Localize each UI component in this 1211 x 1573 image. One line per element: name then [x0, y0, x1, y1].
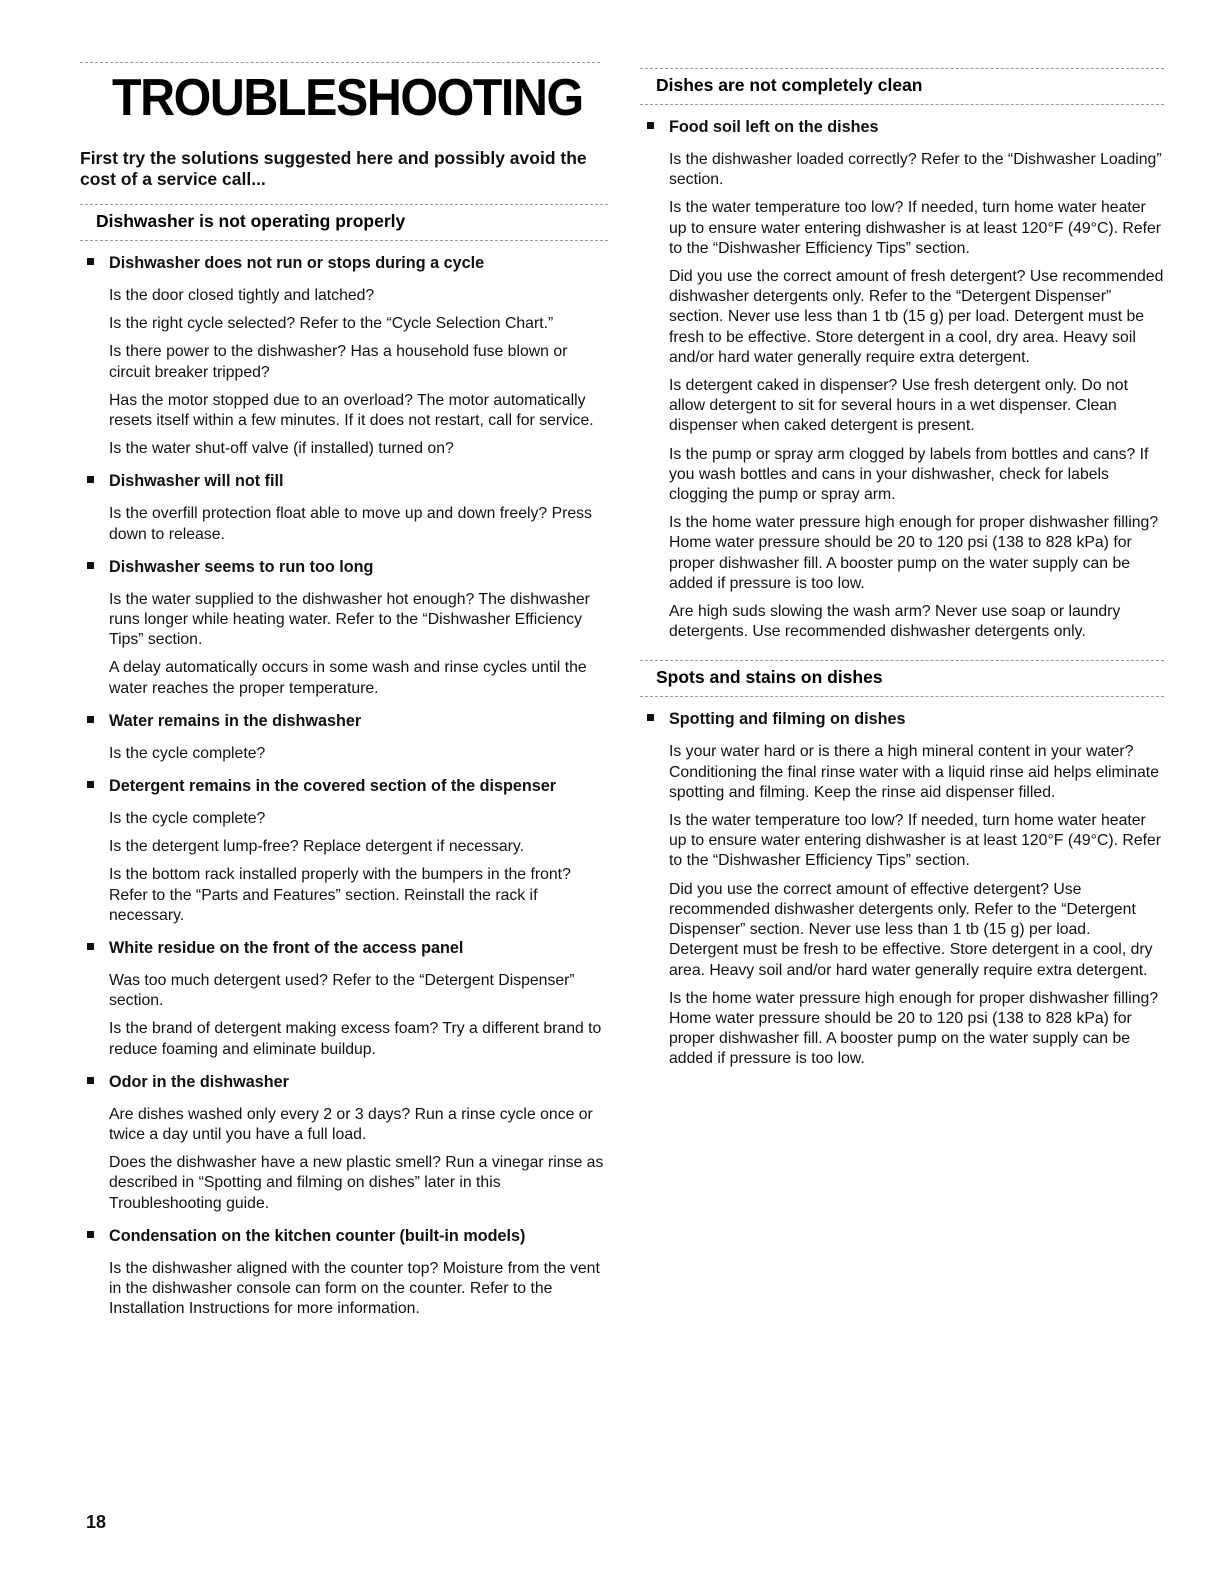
right-column [640, 68, 1164, 1070]
problem-title: Condensation on the kitchen counter (built-in models) [109, 1226, 526, 1245]
solution-text: Is the water shut-off valve (if installed) turned on? [109, 440, 454, 458]
problem-item [80, 471, 608, 544]
section-header [640, 68, 1164, 105]
problem-item [640, 709, 1164, 1069]
bullet-icon [87, 476, 94, 483]
solution-text: A delay automatically occurs in some wash and rinse cycles until the water reaches the proper temperature. [109, 659, 587, 697]
problem-title: Water remains in the dishwasher [109, 711, 362, 730]
solution-text: Is the door closed tightly and latched? [109, 287, 375, 304]
page-title: TROUBLESHOOTING [112, 69, 583, 127]
solution-text: Is the right cycle selected? Refer to the “Cycle Selection Chart.” [109, 315, 554, 333]
solution-text: Was too much detergent used? Refer to the “Detergent Dispenser” section. [109, 972, 575, 1010]
problem-item [80, 711, 608, 764]
solution-text: Is the water supplied to the dishwasher hot enough? The dishwasher runs longer while heating water. Refer to the “Dishwasher Efficiency Tips” section. [109, 590, 590, 649]
solution-text: Is the brand of detergent making excess foam? Try a different brand to reduce foaming and eliminate buildup. [109, 1020, 602, 1058]
bullet-icon [87, 1077, 94, 1084]
solution-text: Is the bottom rack installed properly with the bumpers in the front? Refer to the “Parts and Features” section. Reinstall the rack if necessary. [109, 866, 571, 924]
section-block [640, 68, 1164, 642]
solution-text: Is the water temperature too low? If needed, turn home water heater up to ensure water entering dishwasher is at least 120°F (49°C). Refer to the “Dishwasher Efficiency Tips” section. [669, 812, 1162, 870]
problem-item [80, 776, 608, 926]
problem-list [80, 253, 608, 1320]
solution-text: Is the water temperature too low? If needed, turn home water heater up to ensure water entering dishwasher is at least 120°F (49°C). Refer to the “Dishwasher Efficiency Tips” section. [669, 199, 1162, 257]
solution-text: Is the cycle complete? [109, 744, 266, 762]
problem-item [80, 1072, 608, 1214]
bullet-icon [87, 716, 94, 723]
solution-text: Is your water hard or is there a high mineral content in your water? Conditioning the final rinse water with a liquid rinse aid helps eliminate spotting and filming. Keep the rinse aid dispenser filled. [669, 743, 1159, 801]
section-title: Dishes are not completely clean [656, 75, 923, 95]
solution-text: Did you use the correct amount of effective detergent? Use recommended dishwasher detergents only. Refer to the “Detergent Dispenser” section. Never use less than 1 tb (15 g) per load. Detergent must be fresh to be effective. Store detergent in a cool, dry area. Heavy soil and/or hard water generally require extra detergent. [669, 880, 1153, 979]
solution-text: Is the dishwasher loaded correctly? Refer to the “Dishwasher Loading” section. [669, 151, 1162, 189]
bullet-icon [87, 562, 94, 569]
problem-title: White residue on the front of the access panel [109, 939, 464, 958]
problem-item [80, 253, 608, 459]
problem-item [80, 938, 608, 1060]
bullet-icon [87, 1231, 94, 1238]
solution-text: Is there power to the dishwasher? Has a household fuse blown or circuit breaker tripped? [109, 343, 568, 381]
bullet-icon [87, 943, 94, 950]
solution-text: Is the home water pressure high enough for proper dishwasher filling? Home water pressure should be 20 to 120 psi (138 to 828 kPa) for proper dishwasher fill. A booster pump on the water supply can be added if pressure is too low. [669, 514, 1159, 592]
problem-item [80, 1226, 608, 1320]
problem-list [640, 709, 1164, 1069]
section-header [80, 204, 608, 241]
bullet-icon [647, 714, 654, 721]
solution-text: Are high suds slowing the wash arm? Never use soap or laundry detergents. Use recommended dishwasher detergents only. [669, 603, 1121, 641]
solution-text: Is the detergent lump-free? Replace detergent if necessary. [109, 838, 525, 856]
section-header [640, 660, 1164, 697]
left-column [80, 204, 608, 1320]
section-title: Spots and stains on dishes [656, 667, 883, 688]
problem-title: Dishwasher will not fill [109, 472, 284, 491]
solution-text: Is the dishwasher aligned with the counter top? Moisture from the vent in the dishwasher console can form on the counter. Refer to the Installation Instructions for more information. [109, 1259, 600, 1318]
problem-item [640, 117, 1164, 642]
problem-title: Dishwasher seems to run too long [109, 557, 374, 576]
problem-title: Detergent remains in the covered section of the dispenser [109, 777, 557, 796]
problem-title: Spotting and filming on dishes [669, 710, 906, 729]
section-title: Dishwasher is not operating properly [96, 211, 406, 231]
solution-text: Is detergent caked in dispenser? Use fresh detergent only. Do not allow detergent to sit for several hours in a wet dispenser. Clean dispenser when caked detergent is present. [669, 377, 1128, 435]
top-rule-left [80, 62, 600, 63]
solution-text: Are dishes washed only every 2 or 3 days? Run a rinse cycle once or twice a day until you have a full load. [109, 1105, 593, 1144]
page-number: 18 [86, 1512, 107, 1532]
intro-text: First try the solutions suggested here and possibly avoid the cost of a service call... [80, 148, 587, 189]
bullet-icon [87, 258, 94, 265]
solution-text: Is the home water pressure high enough for proper dishwasher filling? Home water pressure should be 20 to 120 psi (138 to 828 kPa) for proper dishwasher fill. A booster pump on the water supply can be added if pressure is too low. [669, 989, 1159, 1068]
solution-text: Has the motor stopped due to an overload? The motor automatically resets itself within a few minutes. If it does not restart, call for service. [109, 391, 594, 430]
bullet-icon [647, 122, 654, 129]
section-block [640, 660, 1164, 1069]
solution-text: Did you use the correct amount of fresh detergent? Use recommended dishwasher detergents only. Refer to the “Detergent Dispenser” section. Never use less than 1 tb (15 g) per load. Detergent must be fresh to be effective. Store detergent in a cool, dry area. Heavy soil and/or hard water generally require extra detergent. [669, 268, 1164, 366]
solution-text: Is the cycle complete? [109, 810, 266, 828]
problem-title: Odor in the dishwasher [109, 1072, 289, 1091]
problem-title: Food soil left on the dishes [669, 118, 879, 136]
bullet-icon [87, 781, 94, 788]
solution-text: Does the dishwasher have a new plastic smell? Run a vinegar rinse as described in “Spotting and filming on dishes” later in this Troubleshooting guide. [109, 1154, 604, 1212]
problem-item [80, 557, 608, 699]
problem-title: Dishwasher does not run or stops during a cycle [109, 254, 485, 272]
solution-text: Is the pump or spray arm clogged by labels from bottles and cans? If you wash bottles and cans in your dishwasher, check for labels clogging the pump or spray arm. [669, 445, 1149, 504]
solution-text: Is the overfill protection float able to move up and down freely? Press down to release. [109, 505, 592, 543]
problem-list [640, 117, 1164, 642]
